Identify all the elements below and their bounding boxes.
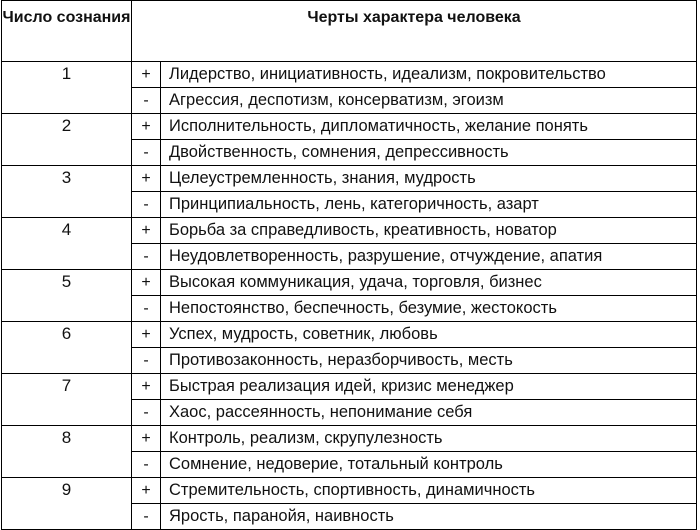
table-body xyxy=(2,62,697,530)
consciousness-number: 3 xyxy=(2,166,132,218)
minus-sign: - xyxy=(132,192,161,218)
positive-traits: Успех, мудрость, советник, любовь xyxy=(161,322,697,348)
minus-sign: - xyxy=(132,244,161,270)
plus-sign: + xyxy=(132,478,161,504)
traits-table xyxy=(1,0,697,530)
table-row xyxy=(2,218,697,244)
minus-sign: - xyxy=(132,504,161,530)
positive-traits: Контроль, реализм, скрупулезность xyxy=(161,426,697,452)
negative-traits: Агрессия, деспотизм, консерватизм, эгоизм xyxy=(161,88,697,114)
plus-sign: + xyxy=(132,62,161,88)
minus-sign: - xyxy=(132,88,161,114)
positive-traits: Борьба за справедливость, креативность, новатор xyxy=(161,218,697,244)
table-row xyxy=(2,166,697,192)
positive-traits: Исполнительность, дипломатичность, желание понять xyxy=(161,114,697,140)
plus-sign: + xyxy=(132,426,161,452)
consciousness-number: 1 xyxy=(2,62,132,114)
minus-sign: - xyxy=(132,348,161,374)
number-column-header: Число сознания xyxy=(2,1,132,62)
positive-traits: Целеустремленность, знания, мудрость xyxy=(161,166,697,192)
plus-sign: + xyxy=(132,114,161,140)
minus-sign: - xyxy=(132,296,161,322)
table-row xyxy=(2,478,697,504)
negative-traits: Хаос, рассеянность, непонимание себя xyxy=(161,400,697,426)
consciousness-number: 6 xyxy=(2,322,132,374)
consciousness-number: 7 xyxy=(2,374,132,426)
consciousness-number: 2 xyxy=(2,114,132,166)
positive-traits: Лидерство, инициативность, идеализм, покровительство xyxy=(161,62,697,88)
plus-sign: + xyxy=(132,218,161,244)
minus-sign: - xyxy=(132,140,161,166)
positive-traits: Стремительность, спортивность, динамичность xyxy=(161,478,697,504)
table-row xyxy=(2,426,697,452)
traits-column-header: Черты характера человека xyxy=(132,1,697,62)
minus-sign: - xyxy=(132,400,161,426)
consciousness-number: 9 xyxy=(2,478,132,530)
consciousness-number: 5 xyxy=(2,270,132,322)
table-row xyxy=(2,374,697,400)
table-row xyxy=(2,114,697,140)
table-header-row xyxy=(2,1,697,62)
plus-sign: + xyxy=(132,270,161,296)
negative-traits: Двойственность, сомнения, депрессивность xyxy=(161,140,697,166)
table-row xyxy=(2,322,697,348)
negative-traits: Принципиальность, лень, категоричность, азарт xyxy=(161,192,697,218)
positive-traits: Высокая коммуникация, удача, торговля, бизнес xyxy=(161,270,697,296)
consciousness-number: 4 xyxy=(2,218,132,270)
table-row xyxy=(2,62,697,88)
minus-sign: - xyxy=(132,452,161,478)
negative-traits: Противозаконность, неразборчивость, месть xyxy=(161,348,697,374)
negative-traits: Неудовлетворенность, разрушение, отчуждение, апатия xyxy=(161,244,697,270)
plus-sign: + xyxy=(132,374,161,400)
negative-traits: Ярость, паранойя, наивность xyxy=(161,504,697,530)
positive-traits: Быстрая реализация идей, кризис менеджер xyxy=(161,374,697,400)
plus-sign: + xyxy=(132,166,161,192)
negative-traits: Сомнение, недоверие, тотальный контроль xyxy=(161,452,697,478)
table-row xyxy=(2,270,697,296)
negative-traits: Непостоянство, беспечность, безумие, жестокость xyxy=(161,296,697,322)
plus-sign: + xyxy=(132,322,161,348)
traits-table-container xyxy=(1,0,697,530)
consciousness-number: 8 xyxy=(2,426,132,478)
